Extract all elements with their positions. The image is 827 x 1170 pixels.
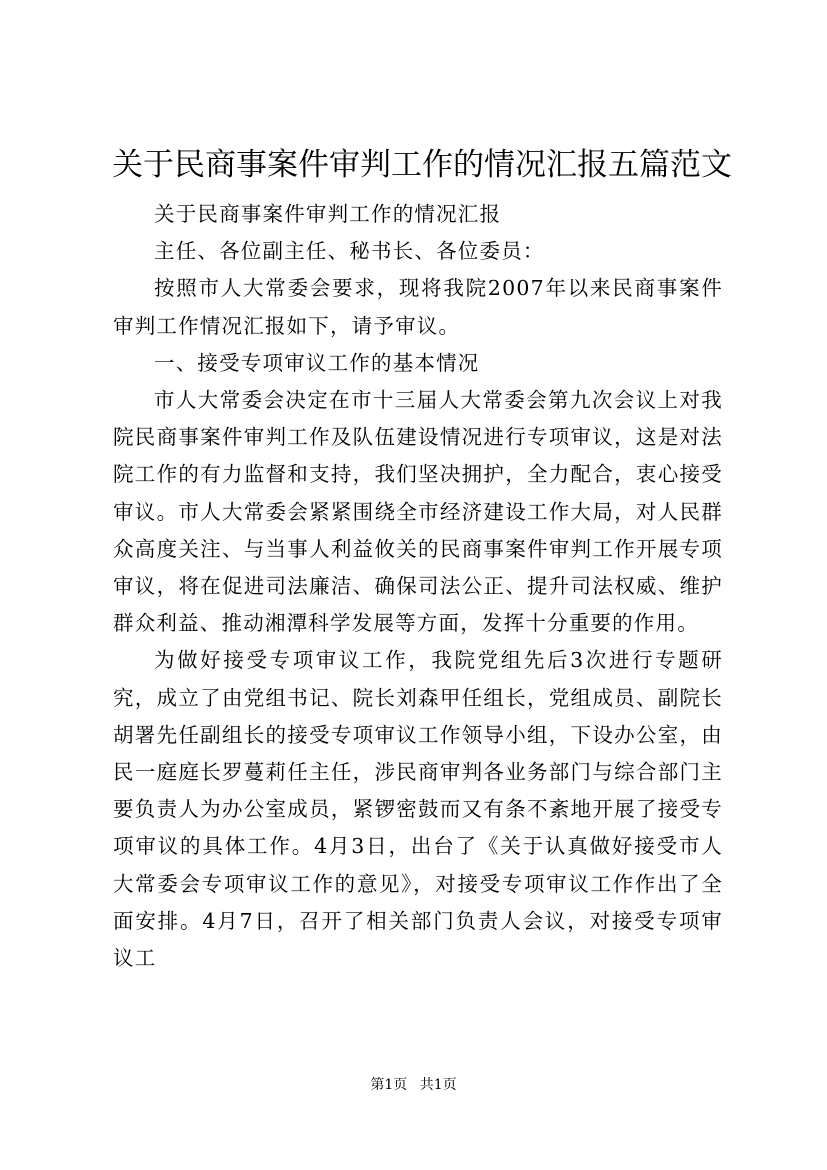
paragraph-salutation: 主任、各位副主任、秘书长、各位委员：	[154, 239, 545, 264]
page-footer	[0, 1075, 827, 1095]
paragraph-section-heading: 一、接受专项审议工作的基本情况	[154, 350, 480, 375]
page-number: 第1页	[370, 1077, 408, 1093]
paragraph-intro: 按照市人大常委会要求，现将我院2007年以来民商事案件审判工作情况汇报如下，请予审议。	[113, 276, 723, 338]
paragraph-subtitle: 关于民商事案件审判工作的情况汇报	[154, 202, 502, 226]
paragraph-body-1: 市人大常委会决定在市十三届人大常委会第九次会议上对我院民商事案件审判工作及队伍建设情况进行专项审议，这是对法院工作的有力监督和支持，我们坚决拥护，全力配合，衷心接受审议。市人大常委会紧紧围绕全市经济建设工作大局，对人民群众高度关注、与当事人利益攸关的民商事案件审判工作开展专项审议，将在促进司法廉洁、确保司法公正、提升司法权威、维护群众利益、推动湘潭科学发展等方面，发挥十分重要的作用。	[113, 388, 723, 636]
paragraph-body-2: 为做好接受专项审议工作，我院党组先后3次进行专题研究，成立了由党组书记、院长刘森甲任组长，党组成员、副院长胡署先任副组长的接受专项审议工作领导小组，下设办公室，由民一庭庭长罗蔓莉任主任，涉民商审判各业务部门与综合部门主要负责人为办公室成员，紧锣密鼓而又有条不紊地开展了接受专项审议的具体工作。4月3日，出台了《关于认真做好接受市人大常委会专项审议工作的意见》，对接受专项审议工作作出了全面安排。4月7日，召开了相关部门负责人会议，对接受专项审议工	[113, 648, 723, 971]
page-total: 共1页	[419, 1077, 457, 1093]
document-body	[113, 196, 723, 977]
document-title: 关于民商事案件审判工作的情况汇报五篇范文	[112, 147, 732, 183]
